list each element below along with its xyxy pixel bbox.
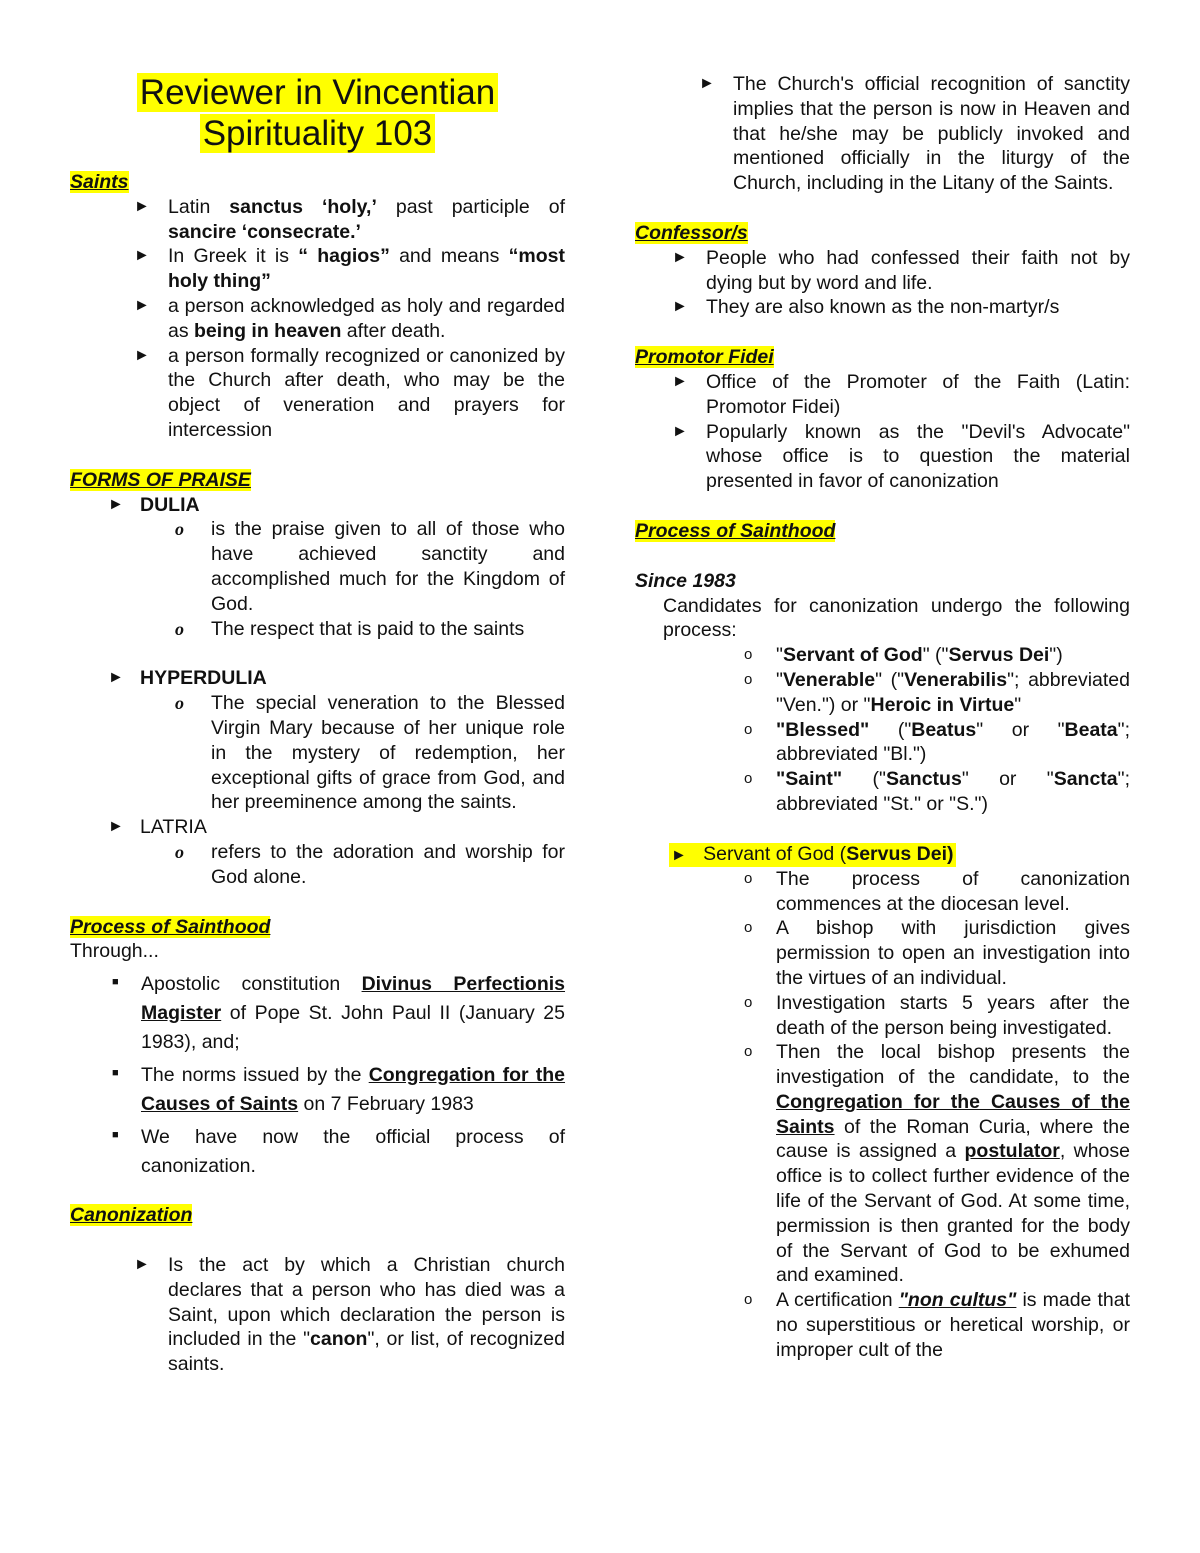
saints-section <box>70 170 565 443</box>
triangle-bullet-icon: ► <box>671 846 687 864</box>
circle-bullet-icon: o <box>744 1291 753 1309</box>
circle-bullet-icon: o <box>744 646 753 664</box>
triangle-bullet-icon: ► <box>699 75 715 92</box>
triangle-bullet-icon: ► <box>672 422 688 440</box>
canonization-section <box>70 1203 565 1377</box>
dulia-point-2: o The respect that is paid to the saints <box>175 617 525 640</box>
process-source-2: ■ The norms issued by the Congregation for the Causes of Saints on 7 February 1983 <box>141 1061 565 1119</box>
confessor-heading: Confessor/s <box>635 221 748 244</box>
triangle-bullet-icon: ► <box>134 197 150 215</box>
promotor-heading: Promotor Fidei <box>635 346 774 369</box>
hyperdulia-item: ► HYPERDULIA <box>108 667 267 690</box>
saints-bullet-4: ► a person formally recognized or canonized by the Church after death, who may be the object of veneration and prayers for intercession <box>134 344 565 441</box>
servant-point-4: o Then the local bishop presents the investigation of the candidate, to the Congregation for the Causes of the Saints of the Roman Curia, where the cause is assigned a postulator, whose office is to collect further evidence of the life of the Servant of God. At some time, permission is then granted for the body of the Servant of God to be exhumed and examined. <box>744 1041 1130 1287</box>
circle-bullet-icon: o <box>744 770 753 788</box>
left-column <box>70 0 565 1377</box>
latria-item: ► LATRIA <box>108 816 207 839</box>
circle-bullet-icon: o <box>744 670 753 688</box>
triangle-bullet-icon: ► <box>134 1255 150 1273</box>
servant-of-god-section <box>635 842 1130 1363</box>
title-line-2: Spirituality 103 <box>200 114 436 153</box>
confessor-bullet-1: ► People who had confessed their faith not by dying but by word and life. <box>672 246 1130 294</box>
circle-bullet-icon: o <box>744 869 753 887</box>
promotor-bullet-2: ► Popularly known as the "Devil's Advocate" whose office is to question the material presented in favor of canonization <box>672 420 1130 493</box>
process-heading-right: Process of Sainthood <box>635 519 836 542</box>
servant-point-3: o Investigation starts 5 years after the death of the person being investigated. <box>744 991 1130 1039</box>
stage-servant-of-god: o "Servant of God" ("Servus Dei") <box>744 644 1063 667</box>
through-text: Through... <box>70 940 159 963</box>
circle-bullet-icon: o <box>175 841 184 862</box>
stage-saint: o "Saint" ("Sanctus" or "Sancta"; abbreviated "St." or "S.") <box>744 768 1130 815</box>
circle-bullet-icon: o <box>744 1043 753 1061</box>
triangle-bullet-icon: ► <box>672 372 688 390</box>
document-title <box>70 72 565 154</box>
dulia-item: ► DULIA <box>108 493 200 516</box>
right-column <box>635 0 1130 1363</box>
process-source-3: ■ We have now the official process of canonization. <box>141 1123 565 1181</box>
triangle-bullet-icon: ► <box>108 818 124 836</box>
forms-of-praise-section <box>70 468 565 890</box>
servant-point-5: o A certification "non cultus" is made that no superstitious or heretical worship, or improper cult of the <box>744 1289 1130 1361</box>
servant-heading: ► Servant of God (Servus Dei) <box>671 842 954 865</box>
process-intro: Candidates for canonization undergo the following process: <box>663 594 1130 642</box>
confessor-section <box>635 221 1130 320</box>
triangle-bullet-icon: ► <box>134 247 150 265</box>
circle-bullet-icon: o <box>744 993 753 1011</box>
latria-point-1: o refers to the adoration and worship for God alone. <box>175 840 565 888</box>
promotor-section <box>635 345 1130 494</box>
canonization-heading: Canonization <box>70 1204 193 1227</box>
process-of-sainthood-section-right <box>635 519 1130 817</box>
square-bullet-icon: ■ <box>112 1129 119 1142</box>
stage-blessed: o "Blessed" ("Beatus" or "Beata"; abbreviated "Bl.") <box>744 718 1130 766</box>
triangle-bullet-icon: ► <box>672 298 688 316</box>
saints-heading: Saints <box>70 171 129 193</box>
saints-bullet-2: ► In Greek it is “ hagios” and means “most holy thing” <box>134 245 565 293</box>
circle-bullet-icon: o <box>175 618 184 639</box>
process-heading-left: Process of Sainthood <box>70 915 271 938</box>
triangle-bullet-icon: ► <box>108 495 124 513</box>
canonization-bullet-1: ► Is the act by which a Christian church declares that a person who has died was a Saint, upon which declaration the person is included in the "canon", or list, of recognized saints. <box>134 1253 565 1376</box>
recognition-bullet: ► The Church's official recognition of sanctity implies that the person is now in Heaven and that he/she may be publicly invoked and mentioned officially in the liturgy of the Church, including in the Litany of the Saints. <box>699 73 1130 195</box>
process-source-1: ■ Apostolic constitution Divinus Perfectionis Magister of Pope St. John Paul II (January 25 1983), and; <box>141 970 565 1057</box>
circle-bullet-icon: o <box>744 720 753 738</box>
servant-point-2: o A bishop with jurisdiction gives permission to open an investigation into the virtues of an individual. <box>744 917 1130 989</box>
forms-of-praise-heading: FORMS OF PRAISE <box>70 468 251 491</box>
confessor-bullet-2: ► They are also known as the non-martyr/s <box>672 296 1060 319</box>
triangle-bullet-icon: ► <box>108 669 124 687</box>
circle-bullet-icon: o <box>175 693 184 714</box>
circle-bullet-icon: o <box>175 519 184 540</box>
triangle-bullet-icon: ► <box>134 296 150 314</box>
saints-bullet-3: ► a person acknowledged as holy and regarded as being in heaven after death. <box>134 294 565 342</box>
saints-bullet-1: ► Latin sanctus ‘holy,’ past participle of sancire ‘consecrate.’ <box>134 195 565 243</box>
circle-bullet-icon: o <box>744 919 753 937</box>
since-1983-label: Since 1983 <box>635 569 736 592</box>
process-of-sainthood-section-left <box>70 915 565 1182</box>
triangle-bullet-icon: ► <box>134 346 150 364</box>
triangle-bullet-icon: ► <box>672 248 688 266</box>
hyperdulia-point-1: o The special veneration to the Blessed Virgin Mary because of her unique role in the mystery of redemption, her exceptional gifts of grace from God, and her preeminence among the saints. <box>175 692 565 814</box>
title-line-1: Reviewer in Vincentian <box>137 73 498 112</box>
square-bullet-icon: ■ <box>112 1067 119 1080</box>
servant-point-1: o The process of canonization commences at the diocesan level. <box>744 867 1130 915</box>
stage-venerable: o "Venerable" ("Venerabilis"; abbreviated "Ven.") or "Heroic in Virtue" <box>744 668 1130 716</box>
promotor-bullet-1: ► Office of the Promoter of the Faith (Latin: Promotor Fidei) <box>672 370 1130 418</box>
dulia-point-1: o is the praise given to all of those who have achieved sanctity and accomplished much for the Kingdom of God. <box>175 518 565 615</box>
square-bullet-icon: ■ <box>112 976 119 989</box>
